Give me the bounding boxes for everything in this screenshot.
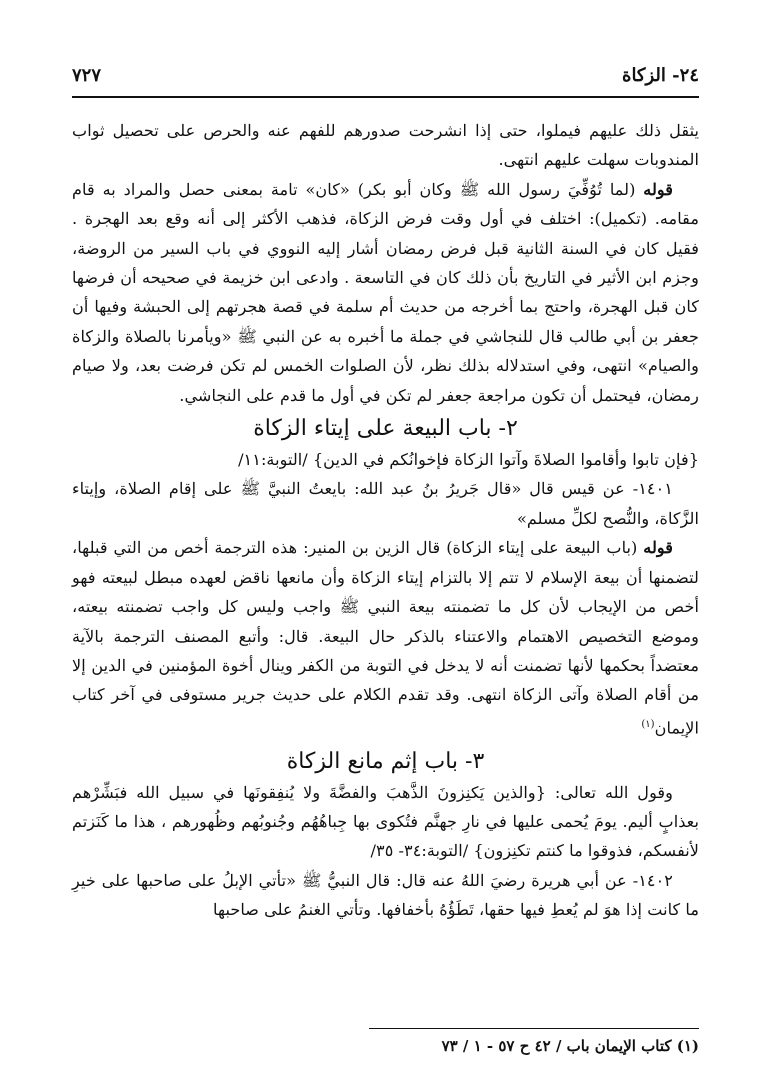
page-header xyxy=(72,60,699,90)
commentary-lead-word: قوله xyxy=(643,538,673,558)
quran-verse-2: {فإن تابوا وأقاموا الصلاةَ وآتوا الزكاة فإخوانُكم في الدين} /التوبة:١١/ xyxy=(238,450,699,470)
commentary-lead-word: قوله xyxy=(643,179,673,199)
commentary-text: (باب البيعة على إيتاء الزكاة) قال الزين بن المنير: هذه الترجمة أخص من التي قبلها، لتضمنها أن بيعة الإسلام لا تتم إلا بالتزام إيتاء الزكاة وأن مانعها ناقض لعهده مبطل لبيعته فهو أخص من الإيجاب لأن كل ما تضمنته بيعة النبي ﷺ واجب وليس كل واجب تضمنته بيعته، وموضع التخصيص الاهتمام والاعتناء بالذكر حال البيعة. قال: وأتبع المصنف الترجمة بالآية معتضداً بحكمها لأنها تضمنت أنه لا يدخل في التوبة من الكفر وينال أخوة المؤمنين في الدين إلا من أقام الصلاة وآتى الزكاة انتهى. وقد تقدم الكلام على حديث جرير مستوفى في آخر كتاب الإيمان xyxy=(72,538,699,738)
commentary-text: (لما تُوُفِّيَ رسول الله ﷺ وكان أبو بكر) «كان» تامة بمعنى حصل والمراد به قام مقامه. (تكميل): اختلف في أول وقت فرض الزكاة، فذهب الأكثر إلى أنه وقع بعد الهجرة . فقيل كان في السنة الثانية قبل فرض رمضان أشار إليه النووي في باب السير من الروضة، وجزم ابن الأثير في التاريخ بأن ذلك كان في التاسعة . وادعى ابن خزيمة في صحيحه أن فرضها كان قبل الهجرة، واحتج بما أخرجه من حديث أم سلمة في قصة هجرتهم إلى الحبشة وفيها أن جعفر بن أبي طالب قال للنجاشي في جملة ما أخبره به عن النبي ﷺ «ويأمرنا بالصلاة والزكاة والصيام» انتهى، وفي استدلاله بذلك نظر، لأن الصلوات الخمس لم تكن فرضت بعد، ولا صيام رمضان، فيحتمل أن تكون مراجعة جعفر لم تكن في أول ما قدم على النجاشي. xyxy=(72,179,699,405)
hadith-1401 xyxy=(72,474,699,533)
running-chapter-title: ٢٤- الزكاة xyxy=(622,64,699,86)
quran-verse-3: وقول الله تعالى: {والذين يَكنِزونَ الذَّهبَ والفضَّةَ ولا يُنفِقونَها في سبيل الله فبَشِّرْهم بعذابٍ أليم. يومَ يُحمى عليها في نارِ جهنَّم فتُكوى بها جِباهُهُم وجُنوبُهم وظُهورهم ، هذا ما كَنَزتم لأنفسكم، فذوقوا ما كنتم تكنِزون} /التوبة:٣٤- ٣٥/ xyxy=(72,782,699,861)
hadith-text: عن أبي هريرة رضيَ اللهُ عنه قال: قال النبيُّ ﷺ «تأتي الإبلُ على صاحبها على خيرِ ما كانت إذا هوَ لم يُعطِ فيها حقها، تَطَؤُهُ بأخفافها. وتأتي الغنمُ على صاحبها xyxy=(72,870,699,920)
footnote-marker: (١) xyxy=(641,718,655,730)
commentary-paragraph-2 xyxy=(72,533,699,742)
header-divider xyxy=(72,96,699,98)
main-text xyxy=(72,116,699,925)
hadith-1402 xyxy=(72,866,699,925)
chapter-heading-3: ٣- باب إثم مانع الزكاة xyxy=(286,748,485,774)
page-number: ٧٢٧ xyxy=(72,64,102,86)
chapter-heading-2: ٢- باب البيعة على إيتاء الزكاة xyxy=(253,416,518,442)
hadith-text: عن قيس قال «قال جَريرُ بنُ عبد الله: بايعتُ النبيَّ ﷺ على إقام الصلاة، وإيتاء الزَّكاة، والنُّصح لكلِّ مسلم» xyxy=(72,479,699,528)
footnote-divider xyxy=(369,1028,699,1029)
footnote: (١) كتاب الإيمان باب / ٤٢ ح ٥٧ - ١ / ٧٣ xyxy=(441,1037,699,1055)
commentary-paragraph xyxy=(72,175,699,410)
hadith-number: ١٤٠٢- xyxy=(632,870,673,890)
hadith-number: ١٤٠١- xyxy=(632,479,673,499)
paragraph-continuation: يثقل ذلك عليهم فيملوا، حتى إذا انشرحت صدورهم للفهم عنه والحرص على تحصيل ثواب المندوبات سهلت عليهم انتهى. xyxy=(72,121,699,170)
